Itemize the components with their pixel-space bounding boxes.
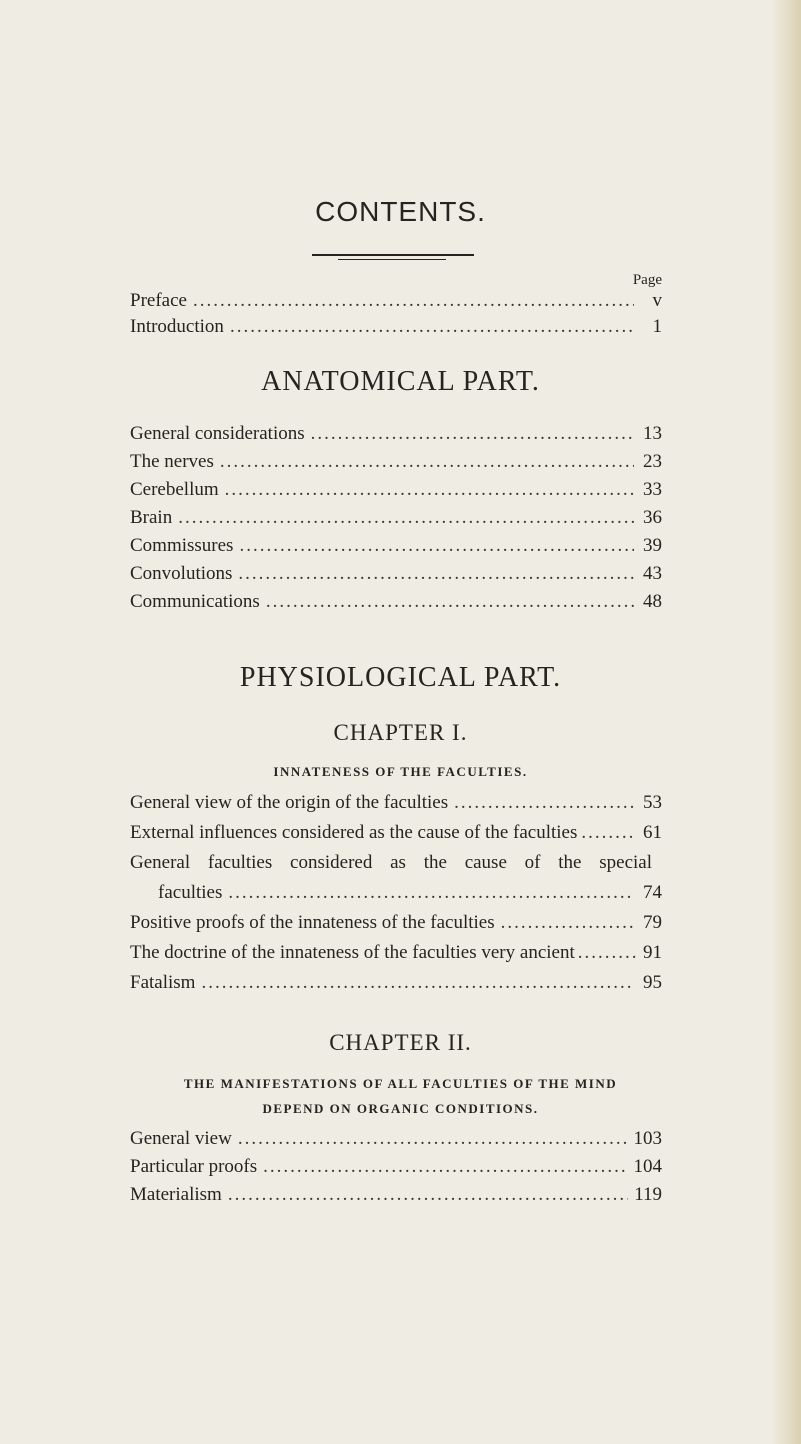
toc-entry-page: 95	[643, 972, 662, 993]
toc-entry[interactable]	[130, 822, 662, 850]
toc-entry[interactable]	[158, 882, 662, 910]
toc-entry-page: 36	[643, 507, 662, 528]
leader-dots	[225, 479, 634, 501]
toc-entry-label: The nerves	[130, 451, 214, 472]
leader-dots	[263, 1156, 627, 1178]
chapter-heading: CHAPTER II.	[329, 1030, 472, 1055]
leader-dots	[178, 507, 634, 529]
toc-entry[interactable]	[130, 507, 662, 535]
toc-entry[interactable]	[130, 912, 662, 940]
toc-entry-page: 91	[643, 942, 662, 963]
toc-entry-label: Introduction	[130, 316, 224, 337]
page-column-header: Page	[632, 272, 662, 288]
toc-entry-label: Preface	[130, 290, 187, 311]
page-title: CONTENTS.	[315, 196, 486, 227]
leader-dots	[266, 591, 634, 613]
leader-dots	[501, 912, 634, 934]
toc-entry-page: 103	[633, 1128, 662, 1149]
title-rule	[312, 254, 474, 256]
leader-dots	[230, 316, 634, 338]
toc-entry[interactable]	[130, 1128, 662, 1156]
toc-entry-page: 23	[643, 451, 662, 472]
toc-entry-label: Fatalism	[130, 972, 196, 993]
toc-entry-label: Particular proofs	[130, 1156, 258, 1177]
toc-entry-page: 61	[643, 822, 662, 843]
toc-entry-introduction[interactable]	[130, 316, 662, 344]
toc-entry-label: Brain	[130, 507, 173, 528]
chapter-heading: CHAPTER I.	[333, 720, 468, 745]
chapter-subtitle: INNATENESS OF THE FACULTIES.	[273, 764, 528, 779]
toc-entry-page: 1	[652, 316, 662, 337]
leader-dots	[201, 972, 634, 994]
leader-dots	[454, 792, 634, 814]
toc-entry[interactable]	[130, 479, 662, 507]
toc-entry[interactable]	[130, 972, 662, 1000]
toc-entry-page: 48	[643, 591, 662, 612]
toc-entry-label: The doctrine of the innateness of the faculties very ancient	[130, 942, 575, 963]
toc-entry-page: 79	[643, 912, 662, 933]
title-rule-thin	[338, 259, 446, 260]
toc-entry[interactable]	[130, 535, 662, 563]
leader-dots	[228, 1184, 628, 1206]
toc-entry-label: General view of the origin of the faculties	[130, 792, 449, 813]
toc-entry-label: Materialism	[130, 1184, 222, 1205]
toc-entry[interactable]	[130, 1184, 662, 1212]
section-heading-physiological: PHYSIOLOGICAL PART.	[239, 662, 562, 693]
toc-entry[interactable]	[130, 1156, 662, 1184]
chapter-subtitle-line1: THE MANIFESTATIONS OF ALL FACULTIES OF THE MIND	[183, 1076, 618, 1091]
toc-entry-page: 39	[643, 535, 662, 556]
chapter-subtitle-line2: DEPEND ON ORGANIC CONDITIONS.	[262, 1101, 539, 1116]
toc-entry-page: 104	[633, 1156, 662, 1177]
leader-dots	[311, 423, 634, 445]
toc-entry-label-line1: General faculties considered as the cause of the special	[130, 852, 652, 873]
toc-entry-page: 119	[634, 1184, 662, 1205]
toc-entry-label: General considerations	[130, 423, 305, 444]
toc-entry-page: 43	[643, 563, 662, 584]
toc-entry-label: Commissures	[130, 535, 234, 556]
toc-entry-page: v	[652, 290, 662, 311]
toc-entry-page: 33	[643, 479, 662, 500]
toc-entry[interactable]	[130, 942, 662, 970]
toc-entry[interactable]	[130, 423, 662, 451]
toc-entry-label: Cerebellum	[130, 479, 219, 500]
toc-entry[interactable]	[130, 563, 662, 591]
leader-dots	[238, 1128, 628, 1150]
toc-entry-page: 74	[643, 882, 662, 903]
toc-entry-page: 13	[643, 423, 662, 444]
leader-dots	[220, 451, 634, 473]
toc-entry[interactable]	[130, 451, 662, 479]
leader-dots	[228, 882, 634, 904]
toc-entry[interactable]	[130, 792, 662, 820]
toc-entry-label: Convolutions	[130, 563, 233, 584]
toc-entry-label: faculties	[158, 882, 223, 903]
leader-dots	[239, 535, 634, 557]
leader-dots	[238, 563, 634, 585]
section-heading-anatomical: ANATOMICAL PART.	[261, 366, 540, 397]
toc-entry-page: 53	[643, 792, 662, 813]
toc-entry-label: External influences considered as the cause of the faculties	[130, 822, 578, 843]
toc-entry-label: Communications	[130, 591, 260, 612]
leader-dots	[193, 290, 634, 312]
toc-entry-label: General view	[130, 1128, 232, 1149]
toc-entry-preface[interactable]	[130, 290, 662, 318]
leader-dots	[581, 822, 636, 844]
toc-entry[interactable]	[130, 591, 662, 619]
toc-entry-label: Positive proofs of the innateness of the faculties	[130, 912, 495, 933]
leader-dots	[578, 942, 637, 964]
